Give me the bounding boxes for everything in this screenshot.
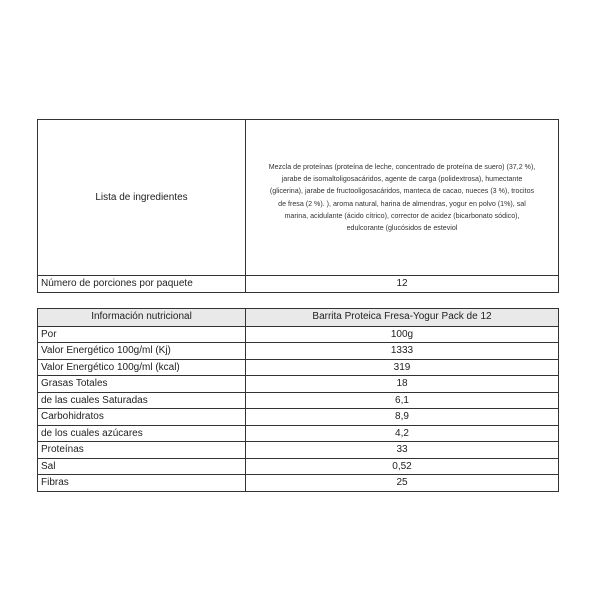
table-row <box>38 441 558 458</box>
portions-row <box>38 275 558 292</box>
ingredients-line: de fresa (2 %). ), aroma natural, harina de almendras, yogur en polvo (1%), sal <box>278 199 526 208</box>
nutrient-value: 6,1 <box>395 394 409 406</box>
table-row <box>38 392 558 409</box>
ingredients-line: Mezcla de proteínas (proteína de leche, concentrado de proteína de suero) (37,2 %), <box>268 162 536 171</box>
nutrition-header-row <box>38 309 558 326</box>
nutrient-value: 18 <box>396 378 408 389</box>
ingredients-table <box>37 119 559 293</box>
table-row <box>38 458 558 475</box>
ingredients-cell <box>246 120 558 275</box>
ingredients-row <box>38 120 558 275</box>
nutrient-label: de las cuales Saturadas <box>38 393 246 409</box>
nutrient-label: de los cuales azúcares <box>38 426 246 442</box>
nutrient-value: 100g <box>390 328 414 340</box>
nutrient-value: 8,9 <box>395 411 409 422</box>
nutrient-label: Carbohidratos <box>38 409 246 425</box>
nutrient-label: Fibras <box>38 475 246 491</box>
ingredients-label: Lista de ingredientes <box>38 120 246 275</box>
table-row <box>38 342 558 359</box>
nutrient-label: Proteínas <box>38 442 246 458</box>
table-row <box>38 425 558 442</box>
nutrient-value: 1333 <box>390 345 414 356</box>
table-row <box>38 408 558 425</box>
nutrient-label: Por <box>38 327 246 343</box>
ingredients-text <box>269 161 536 234</box>
nutrient-label: Sal <box>38 459 246 475</box>
table-row <box>38 375 558 392</box>
ingredients-line: jarabe de isomaltoligosacáridos, agente de carga (polidextrosa), humectante <box>281 175 523 184</box>
nutrient-value: 4,2 <box>395 427 409 439</box>
ingredients-line: edulcorante (glucósidos de esteviol <box>346 223 458 232</box>
nutrient-value: 25 <box>396 477 408 488</box>
nutrient-value: 0,52 <box>392 460 412 472</box>
portions-label: Número de porciones por paquete <box>38 276 246 292</box>
table-row <box>38 326 558 343</box>
table-row <box>38 359 558 376</box>
nutrient-label: Valor Energético 100g/ml (Kj) <box>38 343 246 359</box>
ingredients-line: (glicerina), jarabe de fructooligosacáridos, manteca de cacao, nueces (3 %), trocitos <box>269 187 535 196</box>
nutrition-header-product: Barrita Proteica Fresa-Yogur Pack de 12 <box>312 311 492 322</box>
nutrient-value: 33 <box>396 444 408 455</box>
portions-value: 12 <box>396 278 408 289</box>
nutrient-label: Grasas Totales <box>38 376 246 392</box>
ingredients-line: marina, acidulante (ácido cítrico), corrector de acidez (bicarbonato sódico), <box>284 211 520 220</box>
table-row <box>38 474 558 491</box>
nutrient-label: Valor Energético 100g/ml (kcal) <box>38 360 246 376</box>
nutrition-table <box>37 308 559 492</box>
nutrition-header-label: Información nutricional <box>38 309 246 326</box>
nutrient-value: 319 <box>393 361 411 373</box>
